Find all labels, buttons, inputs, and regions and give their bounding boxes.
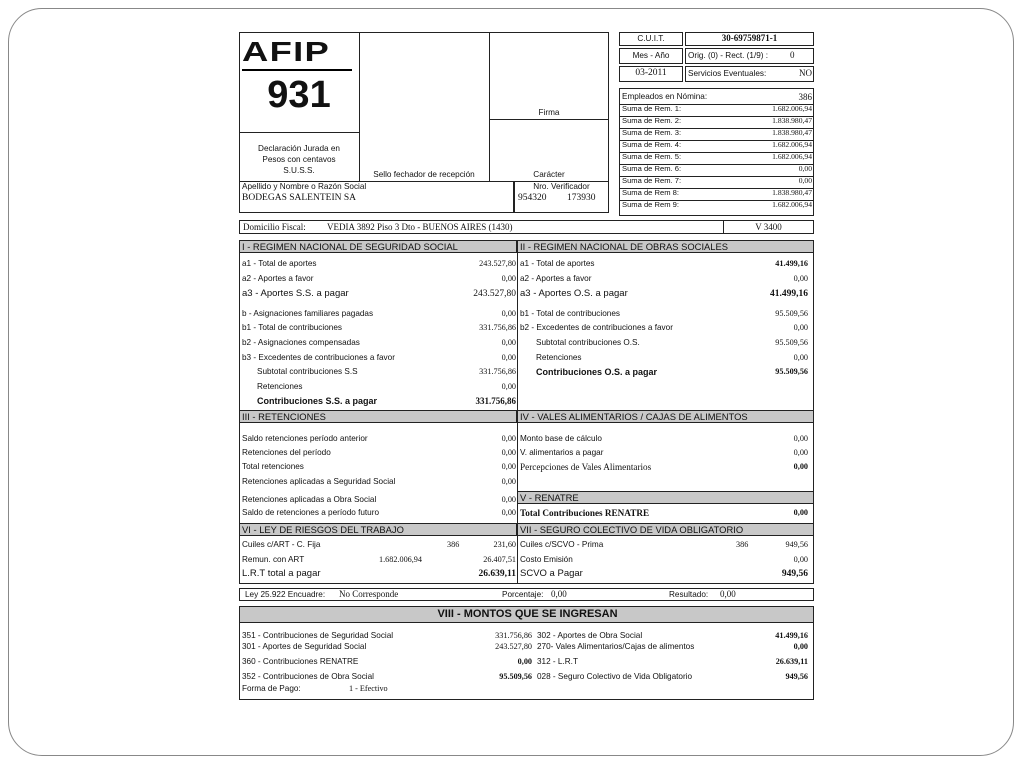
sec3-row: Saldo de retenciones a período futuro 0,00 Total Contribuciones RENATRE 0,00 xyxy=(242,508,808,518)
sec8-pago-row: Forma de Pago: 1 - Efectivo xyxy=(242,684,388,693)
sec1-b3-row: b3 - Excedentes de contribuciones a favor 0,00 Retenciones 0,00 xyxy=(242,353,808,362)
rem-row: Suma de Rem 8: 1.838.980,47 xyxy=(622,188,812,197)
ley-label: Ley 25.922 Encuadre: xyxy=(245,590,326,599)
sec3-row: Retenciones del período 0,00 V. alimentarios a pagar 0,00 xyxy=(242,448,808,457)
afip-logo: AFIP xyxy=(242,36,331,67)
section-i-header: I - REGIMEN NACIONAL DE SEGURIDAD SOCIAL xyxy=(239,240,517,253)
section-v-header: V - RENATRE xyxy=(517,491,814,504)
caracter-label: Carácter xyxy=(533,170,565,179)
verificador-value-2: 173930 xyxy=(567,193,596,203)
rem-row: Suma de Rem. 3: 1.838.980,47 xyxy=(622,128,812,137)
resultado-value: 0,00 xyxy=(720,589,736,599)
form-number: 931 xyxy=(267,74,331,116)
rem-row: Suma de Rem 9: 1.682.006,94 xyxy=(622,200,812,209)
empleados-label: Empleados en Nómina: xyxy=(622,92,708,101)
sec8-row: 351 - Contribuciones de Seguridad Social 331.756,86 302 - Aportes de Obra Social 41.499,16 xyxy=(242,631,808,640)
section-iv-header: IV - VALES ALIMENTARIOS / CAJAS DE ALIMENTOS xyxy=(517,410,814,423)
form-931 xyxy=(239,30,814,700)
porcentaje-label: Porcentaje: xyxy=(502,590,544,599)
sec6-remun-row: Remun. con ART 1.682.006,94 26.407,51 Costo Emisión 0,00 xyxy=(242,555,808,564)
sec3-row: Total retenciones 0,00 Percepciones de Vales Alimentarios 0,00 xyxy=(242,462,808,472)
section-viii-header: VIII - MONTOS QUE SE INGRESAN xyxy=(239,606,814,623)
verificador-value-1: 954320 xyxy=(518,193,547,203)
cuit-value: 30-69759871-1 xyxy=(721,33,778,43)
codigo-postal: V 3400 xyxy=(755,222,782,232)
ley-value: No Corresponde xyxy=(339,589,399,599)
orig-label: Orig. (0) - Rect. (1/9) : xyxy=(688,51,769,60)
mes-value: 03-2011 xyxy=(635,68,667,78)
sec1-sub-row: Subtotal contribuciones S.S 331.756,86 Contribuciones O.S. a pagar 95.509,56 xyxy=(257,367,808,377)
sec1-a2-row: a2 - Aportes a favor 0,00 a2 - Aportes a favor 0,00 xyxy=(242,274,808,283)
sec3-row: Retenciones aplicadas a Obra Social 0,00 xyxy=(242,495,516,504)
rem-row: Suma de Rem. 2: 1.838.980,47 xyxy=(622,116,812,125)
sec8-row: 360 - Contribuciones RENATRE 0,00 312 - L.R.T 26.639,11 xyxy=(242,657,808,666)
sec8-row: 352 - Contribuciones de Obra Social 95.509,56 028 - Seguro Colectivo de Vida Obligatorio 949,56 xyxy=(242,672,808,681)
domicilio-value: VEDIA 3892 Piso 3 Dto - BUENOS AIRES (1430) xyxy=(327,222,513,232)
rem-row: Suma de Rem. 1: 1.682.006,94 xyxy=(622,104,812,113)
sec1-b-row: b - Asignaciones familiares pagadas 0,00 b1 - Total de contribuciones 95.509,56 xyxy=(242,309,808,318)
servicios-label: Servicios Eventuales: xyxy=(688,69,767,78)
apellido-value: BODEGAS SALENTEIN SA xyxy=(242,193,356,203)
sec1-cont-row: Contribuciones S.S. a pagar 331.756,86 xyxy=(257,396,516,406)
sec3-row: Saldo retenciones período anterior 0,00 Monto base de cálculo 0,00 xyxy=(242,434,808,443)
sello-label: Sello fechador de recepción xyxy=(373,170,475,179)
porcentaje-value: 0,00 xyxy=(551,589,567,599)
sec6-cuiles-row: Cuiles c/ART - C. Fija 386 231,60 Cuiles c/SCVO - Prima 386 949,56 xyxy=(242,540,808,549)
domicilio-label: Domicilio Fiscal: xyxy=(243,222,306,232)
orig-value: 0 xyxy=(790,50,795,60)
rem-row: Suma de Rem. 7: 0,00 xyxy=(622,176,812,185)
section-iii-header: III - RETENCIONES xyxy=(239,410,517,423)
firma-label: Firma xyxy=(538,108,560,117)
sec1-ret-row: Retenciones 0,00 xyxy=(257,382,516,391)
section-ii-header: II - REGIMEN NACIONAL DE OBRAS SOCIALES xyxy=(517,240,814,253)
section-vi-header: VI - LEY DE RIESGOS DEL TRABAJO xyxy=(239,523,517,536)
servicios-value: NO xyxy=(799,68,812,78)
section-vii-header: VII - SEGURO COLECTIVO DE VIDA OBLIGATORIO xyxy=(517,523,814,536)
empleados-value: 386 xyxy=(798,92,812,102)
resultado-label: Resultado: xyxy=(669,590,709,599)
apellido-label: Apellido y Nombre o Razón Social xyxy=(242,182,367,191)
sec8-row: 301 - Aportes de Seguridad Social 243.527,80 270- Vales Alimentarios/Cajas de alimentos 0,00 xyxy=(242,642,808,651)
sec1-b2-row: b2 - Asignaciones compensadas 0,00 Subtotal contribuciones O.S. 95.509,56 xyxy=(242,338,808,347)
declaracion-line-1: Declaración Jurada en xyxy=(258,144,340,153)
rem-row: Suma de Rem. 6: 0,00 xyxy=(622,164,812,173)
sec1-b1-row: b1 - Total de contribuciones 331.756,86 b2 - Excedentes de contribuciones a favor 0,00 xyxy=(242,323,808,332)
declaracion-line-3: S.U.S.S. xyxy=(283,166,315,175)
sec3-row: Retenciones aplicadas a Seguridad Social 0,00 xyxy=(242,477,516,486)
cuit-label: C.U.I.T. xyxy=(637,34,665,43)
sec1-a3-row: a3 - Aportes S.S. a pagar 243.527,80 a3 - Aportes O.S. a pagar 41.499,16 xyxy=(242,288,808,299)
rem-row: Suma de Rem. 4: 1.682.006,94 xyxy=(622,140,812,149)
mes-label: Mes - Año xyxy=(632,51,670,60)
declaracion-line-2: Pesos con centavos xyxy=(262,155,336,164)
verificador-label: Nro. Verificador xyxy=(533,182,590,191)
rem-row: Suma de Rem. 5: 1.682.006,94 xyxy=(622,152,812,161)
sec6-lrt-row: L.R.T total a pagar 26.639,11 SCVO a Pagar 949,56 xyxy=(242,568,808,579)
sec1-a1-row: a1 - Total de aportes 243.527,80 a1 - Total de aportes 41.499,16 xyxy=(242,259,808,268)
